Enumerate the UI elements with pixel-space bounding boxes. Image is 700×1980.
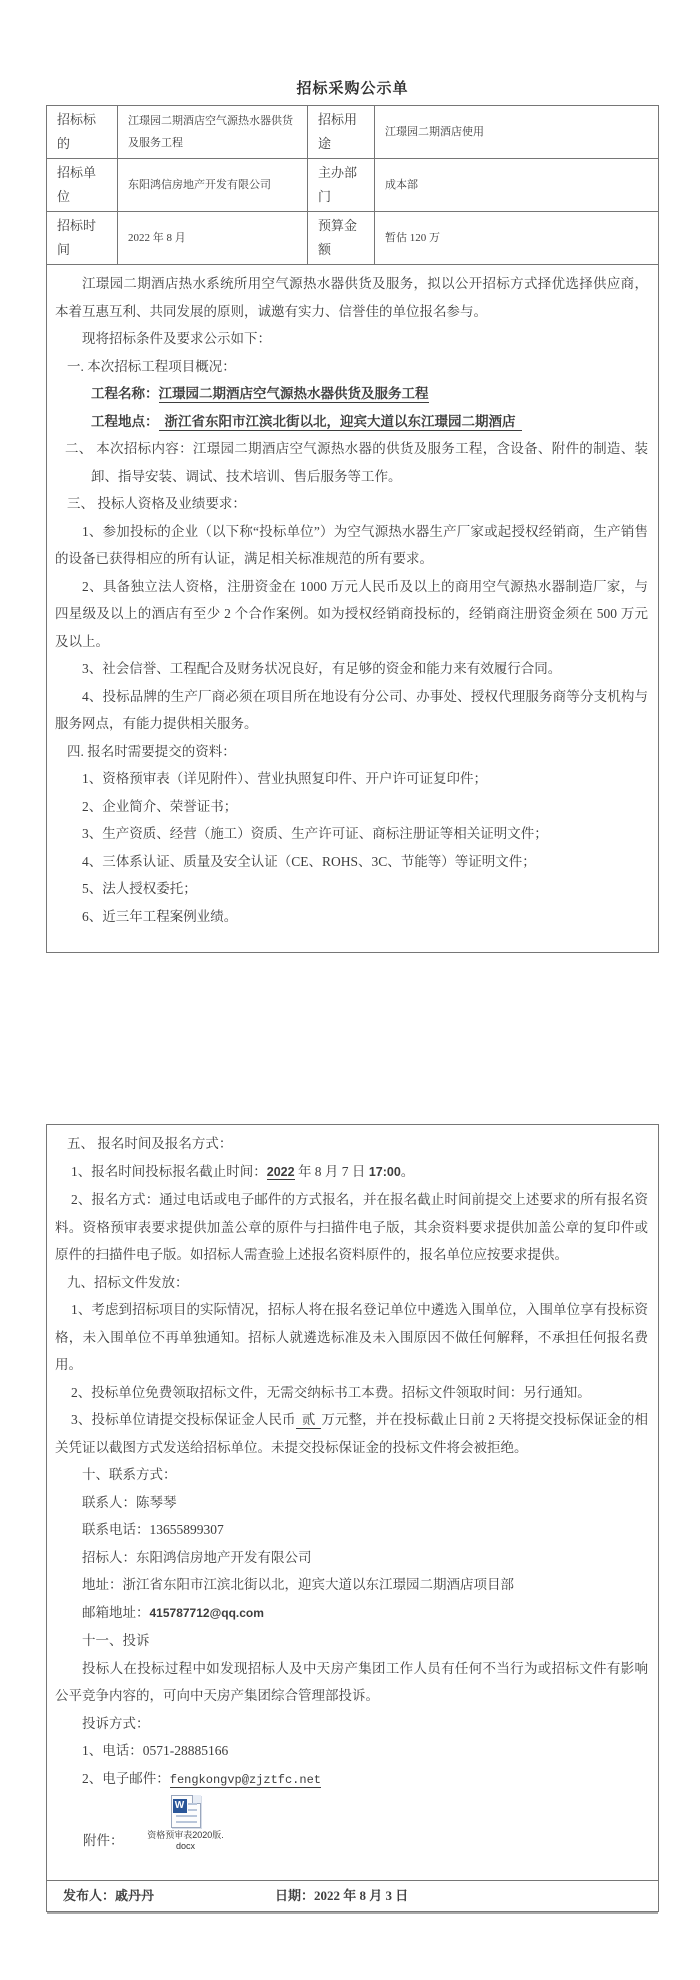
required-doc-item: 3、生产资质、经营（施工）资质、生产许可证、商标注册证等相关证明文件； (82, 826, 548, 841)
deadline-time: 17:00 (368, 1164, 401, 1179)
doc-line-decoration (176, 1815, 197, 1817)
attachment-row (55, 1796, 648, 1852)
footer-row (46, 1880, 659, 1912)
tenderer-line: 招标人：东阳鸿信房地产开发有限公司 (82, 1549, 312, 1565)
section-9-heading: 九、招标文件发放： (67, 1274, 189, 1290)
deadline-year: 2022 (266, 1164, 295, 1179)
word-doc-icon[interactable] (171, 1795, 201, 1828)
deposit-amount: 贰 (296, 1412, 322, 1429)
notice-body-section-2 (46, 1124, 659, 1881)
page-title: 招标采购公示单 (296, 81, 409, 97)
complaint-email-link[interactable]: fengkongvp@zjztfc.net (169, 1772, 321, 1787)
bid-unit-label: 招标单位 (47, 159, 118, 212)
section-5-heading: 五、 报名时间及报名方式： (67, 1136, 233, 1151)
project-location-label: 工程地点： (91, 413, 159, 429)
qualification-item-2: 2、具备独立法人资格，注册资金在 1000 万元人民币及以上的商用空气源热水器制造厂家，与四星级及以上的酒店有至少 2 个合作案例。如为授权经销商投标的，经销商注册资金须在 500 万元及以上。 (55, 578, 648, 649)
deadline-line (55, 1158, 648, 1187)
notice-body-section-1 (46, 265, 659, 953)
project-location-line (55, 408, 648, 436)
qualification-item-3: 3、社会信誉、工程配合及财务状况良好，有足够的资金和能力来有效履行合同。 (82, 661, 562, 676)
host-dept-label: 主办部门 (308, 159, 375, 212)
complaint-email-label: 2、电子邮件： (82, 1770, 170, 1786)
doc-line-decoration (188, 1803, 197, 1805)
section-2-paragraph: 二、 本次招标内容：江璟园二期酒店空气源热水器的供货及服务工程，含设备、附件的制造、装卸、指导安装、调试、技术培训、售后服务等工作。 (65, 441, 648, 484)
bid-subject-value: 江璟园二期酒店空气源热水器供货及服务工程 (118, 106, 308, 159)
deadline-mid: 年 8 月 7 日 (294, 1163, 369, 1179)
date-text: 日期：2022 年 8 月 3 日 (275, 1888, 409, 1903)
host-dept-value: 成本部 (375, 159, 659, 212)
required-doc-item: 2、企业简介、荣誉证书； (82, 798, 238, 814)
complaint-paragraph: 投标人在投标过程中如发现招标人及中天房产集团工作人员有任何不当行为或招标文件有影响公平竞争内容的，可向中天房产集团综合管理部投诉。 (55, 1660, 648, 1703)
email-label: 邮箱地址： (82, 1604, 150, 1620)
intro-paragraph: 江璟园二期酒店热水系统所用空气源热水器供货及服务，拟以公开招标方式择优选择供应商，本着互惠互利、共同发展的原则，诚邀有实力、信誉佳的单位报名参与。 (55, 276, 648, 319)
complaint-method-line: 投诉方式： (82, 1715, 150, 1731)
deposit-suffix: 万元整，并在投标截止日前 2 天将提交投标保证金的相关凭证以截图方式发送给招标单位。未提交投标保证金的投标文件将会被拒绝。 (55, 1412, 649, 1455)
table-row (47, 106, 659, 159)
deposit-line (55, 1406, 648, 1461)
bid-purpose-value: 江璟园二期酒店使用 (375, 106, 659, 159)
budget-value: 暂估 120 万 (375, 212, 659, 265)
project-name-value: 江璟园二期酒店空气源热水器供货及服务工程 (158, 386, 429, 401)
attachment-label: 附件： (83, 1833, 124, 1848)
email-value: 415787712@qq.com (149, 1605, 264, 1620)
section-3-heading: 三、 投标人资格及业绩要求： (67, 496, 246, 511)
attachment-file[interactable] (138, 1795, 234, 1852)
required-doc-item: 5、法人授权委托； (82, 881, 197, 896)
required-doc-item: 1、资格预审表（详见附件）、营业执照复印件、开户许可证复印件； (82, 771, 487, 786)
info-table (46, 105, 659, 265)
project-name-label: 工程名称： (91, 386, 159, 401)
table-row (47, 212, 659, 265)
publisher-text: 发布人：戚丹丹 (63, 1888, 155, 1903)
qualification-item-4: 4、投标品牌的生产厂商必须在项目所在地设有分公司、办事处、授权代理服务商等分支机构与服务网点，有能力提供相关服务。 (55, 688, 648, 731)
complaint-phone-line: 1、电话：0571-28885166 (82, 1743, 229, 1758)
section-4-heading: 四. 报名时需要提交的资料： (67, 743, 236, 759)
deadline-end: 。 (400, 1163, 415, 1179)
bid-time-label: 招标时间 (47, 212, 118, 265)
doc-line-decoration (188, 1809, 197, 1811)
contact-person-line: 联系人：陈琴琴 (82, 1494, 177, 1510)
budget-label: 预算金额 (308, 212, 375, 265)
announce-line: 现将招标条件及要求公示如下： (82, 331, 271, 346)
address-line: 地址：浙江省东阳市江滨北街以北，迎宾大道以东江璟园二期酒店项目部 (82, 1577, 514, 1592)
project-location-value: 浙江省东阳市江滨北街以北，迎宾大道以东江璟园二期酒店 (159, 414, 522, 431)
section-10-heading: 十、联系方式： (82, 1467, 177, 1482)
complaint-email-line (55, 1765, 648, 1795)
attachment-filename[interactable]: 资格预审表2020版. docx (147, 1830, 224, 1851)
qualification-item-1: 1、参加投标的企业（以下称“投标单位”）为空气源热水器生产厂家或起授权经销商，生产销售的设备已获得相应的所有认证，满足相关标准规范的所有要求。 (55, 523, 648, 566)
document-page (46, 0, 659, 1912)
issue-item-1: 1、考虑到招标项目的实际情况，招标人将在报名登记单位中遴选入围单位，入围单位享有投标资格，未入围单位不再单独通知。招标人就遴选标准及未入围原因不做任何解释，不承担任何报名费用。 (55, 1302, 648, 1372)
contact-phone-line: 联系电话：13655899307 (82, 1522, 224, 1537)
issue-item-2: 2、投标单位免费领取招标文件，无需交纳标书工本费。招标文件领取时间：另行通知。 (71, 1384, 591, 1400)
required-doc-item: 4、三体系认证、质量及安全认证（CE、ROHS、3C、节能等）等证明文件； (82, 853, 536, 869)
section-11-heading: 十一、投诉 (82, 1633, 150, 1648)
email-line (55, 1599, 648, 1628)
signup-method-paragraph: 2、报名方式：通过电话或电子邮件的方式报名，并在报名截止时间前提交上述要求的所有报名资料。资格预审表要求提供加盖公章的原件与扫描件电子版，其余资料要求提供加盖公章的复印件或原件的扫描件电子版。如招标人需查验上述报名资料原件的，报名单位应按要求提供。 (55, 1192, 648, 1262)
section-1-heading: 一. 本次招标工程项目概况： (67, 358, 236, 374)
bid-subject-label: 招标标的 (47, 106, 118, 159)
table-row (47, 159, 659, 212)
doc-line-decoration (176, 1821, 197, 1823)
required-doc-item: 6、近三年工程案例业绩。 (82, 908, 238, 924)
project-name-line (55, 380, 648, 408)
deadline-prefix: 1、报名时间投标报名截止时间： (71, 1163, 267, 1179)
bid-unit-value: 东阳鸿信房地产开发有限公司 (118, 159, 308, 212)
word-logo: W (173, 1799, 187, 1813)
bid-time-value: 2022 年 8 月 (118, 212, 308, 265)
deposit-prefix: 3、投标单位请提交投标保证金人民币 (71, 1412, 296, 1427)
bid-purpose-label: 招标用途 (308, 106, 375, 159)
